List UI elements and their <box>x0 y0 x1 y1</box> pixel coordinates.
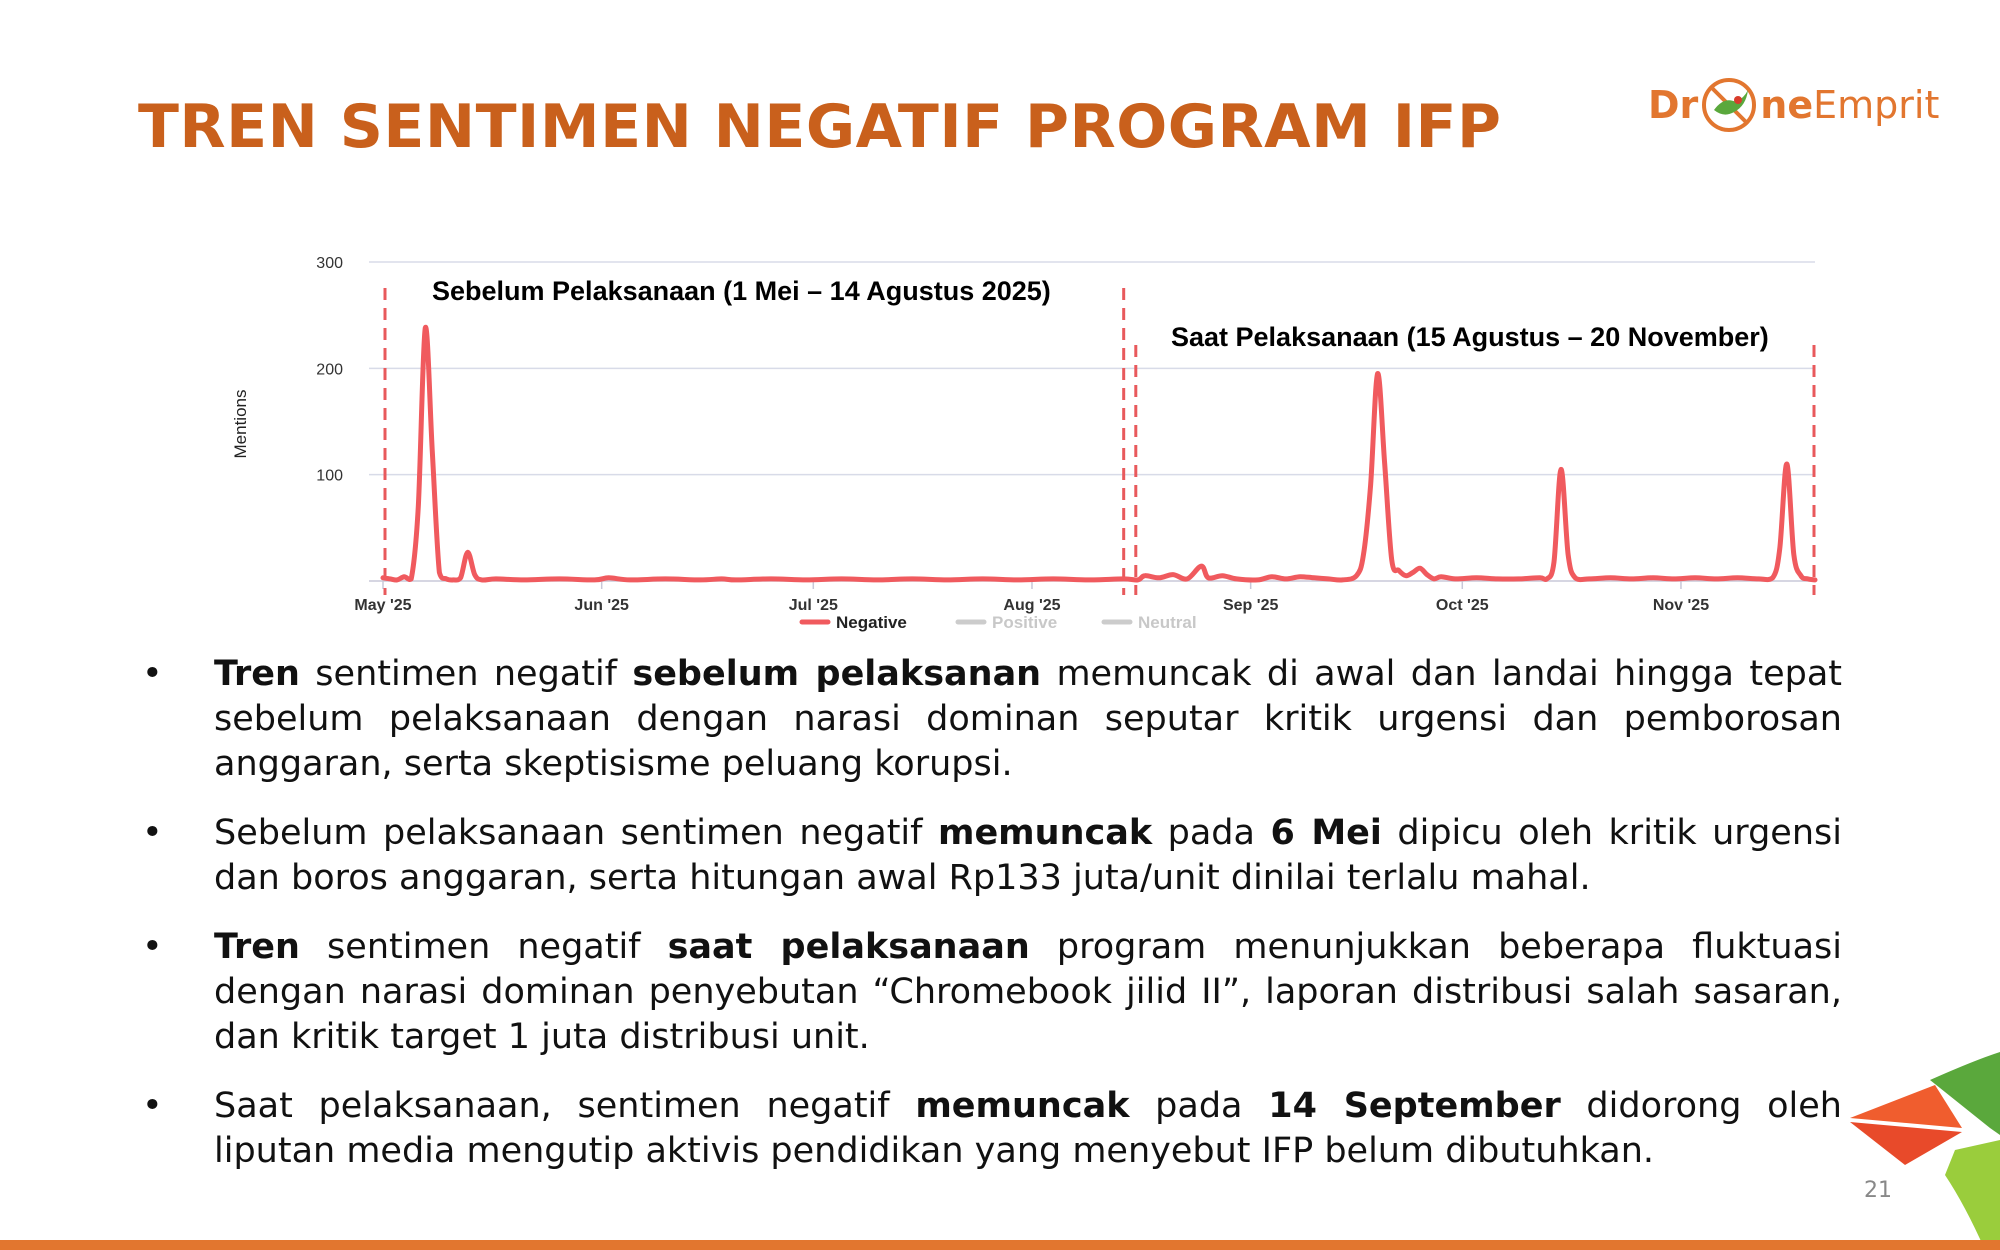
y-tick-label: 100 <box>316 467 343 485</box>
bullet-bold-text: sebelum pelaksanan <box>632 654 1042 694</box>
bullet-bold-text: Tren <box>214 927 300 967</box>
bullet-bold-text: Tren <box>214 654 300 694</box>
bullet-text: pada <box>1129 1086 1269 1126</box>
x-tick-label: Jul '25 <box>788 597 838 614</box>
bullet-text: pada <box>1152 813 1271 853</box>
bullet-text: memuncak di awal dan landai hingga tepat sebelum pelaksanaan dengan narasi dominan seputar kritik urgensi dan pemborosan anggaran, serta skeptisisme peluang korupsi. <box>214 654 1842 784</box>
page-title: TREN SENTIMEN NEGATIF PROGRAM IFP <box>138 92 1502 162</box>
logo-text-emprit: Emprit <box>1813 83 1940 127</box>
x-tick-label: May '25 <box>354 597 412 614</box>
bullet-text: sentimen negatif <box>299 927 668 967</box>
bullet-dot: • <box>142 927 163 967</box>
bullet-bold-text: memuncak <box>915 1086 1130 1126</box>
bullet-dot: • <box>142 813 163 853</box>
bullet-bold-text: saat pelaksanaan <box>667 927 1030 967</box>
annotation-during: Saat Pelaksanaan (15 Agustus – 20 November) <box>1171 322 1769 352</box>
bullet-text: sentimen negatif <box>299 654 633 694</box>
y-axis-label: Mentions <box>231 389 250 459</box>
bullet-bold-text: memuncak <box>937 813 1153 853</box>
bullet-text: dipicu oleh kritik urgensi dan boros anggaran, serta hitungan awal Rp133 juta/unit dinilai terlalu mahal. <box>214 813 1842 898</box>
bullet-dot: • <box>142 654 163 694</box>
x-tick-label: Aug '25 <box>1003 597 1061 614</box>
bullet-text: Saat pelaksanaan, sentimen negatif <box>214 1086 916 1126</box>
annotation-before: Sebelum Pelaksanaan (1 Mei – 14 Agustus 2025) <box>432 276 1051 306</box>
y-tick-label: 300 <box>316 255 343 272</box>
bullet-text: program menunjukkan beberapa fluktuasi dengan narasi dominan penyebutan “Chromebook jilid II”, laporan distribusi salah sasaran, dan kritik target 1 juta distribusi unit. <box>214 927 1842 1057</box>
legend-label-negative: Negative <box>836 613 907 632</box>
bullet-dot: • <box>142 1086 163 1126</box>
legend-label-positive: Positive <box>992 613 1058 632</box>
bottom-accent-bar <box>0 1240 2000 1250</box>
x-tick-label: Sep '25 <box>1222 597 1279 614</box>
legend-label-neutral: Neutral <box>1138 613 1197 632</box>
x-tick-label: Nov '25 <box>1652 597 1710 614</box>
logo-text-dr: Dr <box>1648 83 1699 127</box>
page-number: 21 <box>1864 1178 1892 1203</box>
x-tick-label: Jun '25 <box>574 597 629 614</box>
bullet-text: didorong oleh liputan media mengutip aktivis pendidikan yang menyebut IFP belum dibutuhkan. <box>214 1086 1842 1171</box>
bullet-text: Sebelum pelaksanaan sentimen negatif <box>214 813 938 853</box>
logo-text-ne: ne <box>1760 83 1814 127</box>
bullet-bold-text: 14 September <box>1268 1086 1561 1126</box>
y-tick-label: 200 <box>316 361 343 379</box>
bullet-bold-text: 6 Mei <box>1270 813 1382 853</box>
x-tick-label: Oct '25 <box>1435 597 1489 614</box>
